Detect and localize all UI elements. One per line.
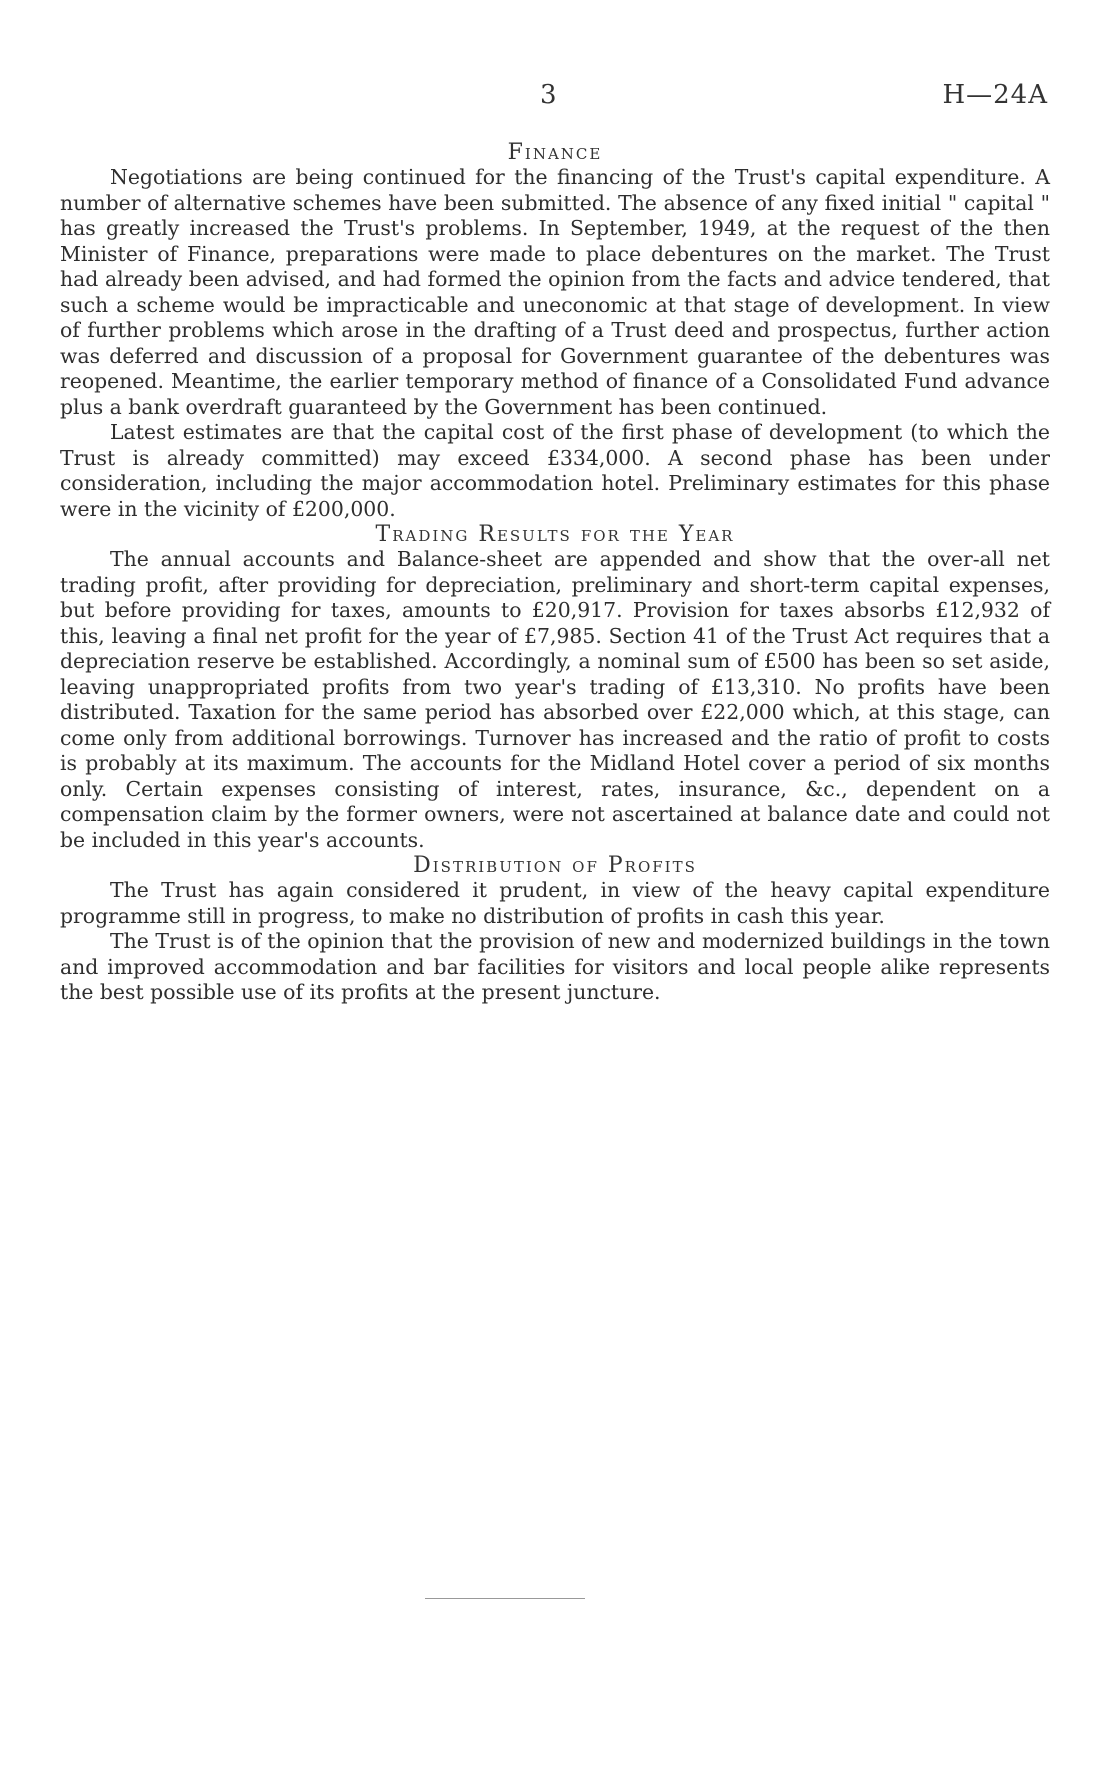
finance-paragraph-2: Latest estimates are that the capital cost of the first phase of development (to which the Trust is already committed) may exceed £334,000. A second phase has been under consideration, including the major accommodation hotel. Preliminary estimates for this phase were in the vicinity of £200,000. xyxy=(60,420,1050,521)
distribution-heading: Distribution of Profits xyxy=(413,853,697,878)
trading-results-paragraph-1: The annual accounts and Balance-sheet are appended and show that the over-all net trading profit, after providing for depreciation, preliminary and short-term capital expenses, but before providing for taxes, amounts to £20,917. Provision for taxes absorbs £12,932 of this, leaving a final net profit for the year of £7,985. Section 41 of the Trust Act requires that a depreciation reserve be established. Accordingly, a nominal sum of £500 has been so set aside, leaving unappropriated profits from two year's trading of £13,310. No profits have been distributed. Taxation for the same period has absorbed over £22,000 which, at this stage, can come only from additional borrowings. Turnover has increased and the ratio of profit to costs is probably at its maximum. The accounts for the Midland Hotel cover a period of six months only. Certain expenses consisting of interest, rates, insurance, &c., dependent on a compensation claim by the former owners, were not ascertained at balance date and could not be included in this year's accounts. xyxy=(60,547,1050,852)
page-header xyxy=(0,80,1114,120)
document-body xyxy=(60,140,1050,1006)
closing-rule-divider xyxy=(425,1598,585,1599)
distribution-paragraph-2: The Trust is of the opinion that the provision of new and modernized buildings in the town and improved accommodation and bar facilities for visitors and local people alike represents the best possible use of its profits at the present juncture. xyxy=(60,929,1050,1004)
finance-section xyxy=(60,140,1050,522)
document-reference: H—24A xyxy=(942,80,1048,110)
finance-paragraph-1: Negotiations are being continued for the financing of the Trust's capital expenditure. A number of alternative schemes have been submitted. The absence of any fixed initial " capital " has greatly increased the Trust's problems. In September, 1949, at the request of the then Minister of Finance, preparations were made to place debentures on the market. The Trust had already been advised, and had formed the opinion from the facts and advice tendered, that such a scheme would be impracticable and uneconomic at that stage of development. In view of further problems which arose in the drafting of a Trust deed and prospectus, further action was deferred and discussion of a proposal for Government guarantee of the debentures was reopened. Meantime, the earlier temporary method of finance of a Consolidated Fund advance plus a bank overdraft guaranteed by the Government has been continued. xyxy=(60,165,1050,419)
distribution-paragraph-1: The Trust has again considered it prudent, in view of the heavy capital expenditure programme still in progress, to make no distribution of profits in cash this year. xyxy=(60,878,1050,928)
trading-results-heading: Trading Results for the Year xyxy=(375,522,735,547)
distribution-section xyxy=(60,853,1050,1006)
finance-heading: Finance xyxy=(507,140,603,165)
trading-results-section xyxy=(60,522,1050,853)
page-number: 3 xyxy=(540,80,557,110)
